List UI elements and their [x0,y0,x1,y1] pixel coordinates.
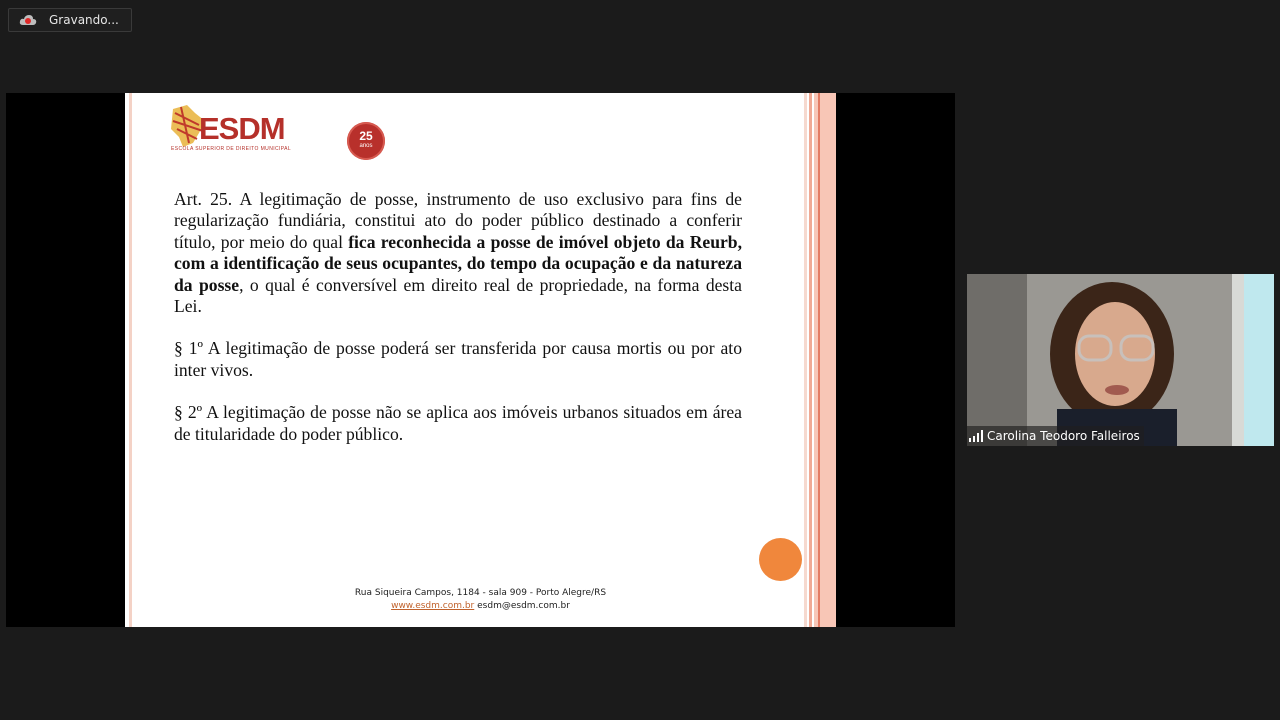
participant-name: Carolina Teodoro Falleiros [987,429,1140,443]
badge-label: anos [359,143,373,149]
participant-name-tag [967,426,1144,446]
badge-number: 25 [359,129,373,143]
slide-footer [125,587,836,613]
connection-signal-icon [969,430,983,442]
logo-text: ESDM [199,111,285,146]
participant-video-feed [967,274,1274,446]
article-text-start: Art. 25. A legitimação de posse, instrumento de uso exclusivo para fins de regularização fundiária, constitui ato do poder público destinado a conferir título, por meio do qual [174,189,742,252]
recording-indicator[interactable] [8,8,132,32]
slide-body [174,189,742,466]
paragraph-1: § 1º A legitimação de posse poderá ser transferida por causa mortis ou por ato inter vivos. [174,338,742,380]
article-paragraph [174,189,742,317]
slide-right-stripes [804,93,836,627]
footer-website-link[interactable]: www.esdm.com.br [391,601,475,611]
logo-subtitle: ESCOLA SUPERIOR DE DIREITO MUNICIPAL [171,146,292,152]
article-text-end: , o qual é conversível em direito real de propriedade, na forma desta Lei. [174,274,742,317]
cloud-recording-icon [19,13,37,27]
recording-label: Gravando... [49,13,119,27]
article-text-bold: fica reconhecida a posse de imóvel objeto da Reurb, com a identificação de seus ocupantes, do tempo da ocupação e da natureza da posse [174,231,742,295]
anniversary-badge [347,122,385,160]
paragraph-2: § 2º A legitimação de posse não se aplica aos imóveis urbanos situados em área de titularidade do poder público. [174,402,742,444]
esdm-logo [169,103,373,155]
footer-address: Rua Siqueira Campos, 1184 - sala 909 - Porto Alegre/RS [354,588,607,598]
decorative-orange-circle [759,538,802,581]
participant-video-tile[interactable] [967,274,1274,446]
footer-email: esdm@esdm.com.br [477,601,570,611]
slide-left-border [129,93,132,627]
presentation-slide [125,93,836,627]
